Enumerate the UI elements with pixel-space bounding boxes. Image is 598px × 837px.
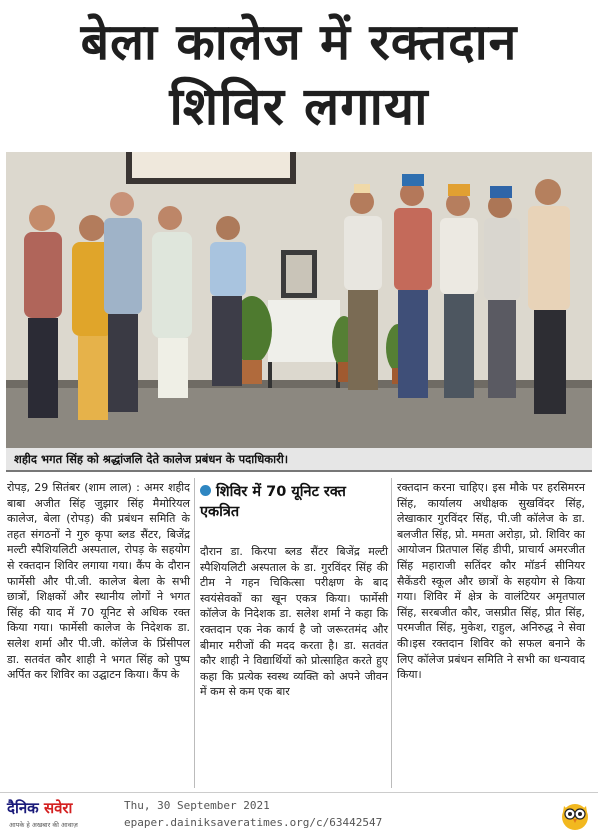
news-photo xyxy=(6,152,592,448)
headline-line-2: शिविर लगाया xyxy=(169,77,429,137)
column-divider xyxy=(391,478,392,788)
logo-savera: सवेरा xyxy=(43,799,73,817)
article-column-2 xyxy=(200,544,388,700)
article-column-1 xyxy=(7,480,190,683)
epaper-footer xyxy=(0,792,598,837)
newspaper-logo[interactable] xyxy=(7,798,107,834)
logo-tagline: आपके हे अखबार की आवाज़ xyxy=(9,821,78,829)
owl-icon xyxy=(560,799,590,831)
article-text: रक्तदान करना चाहिए। इस मौके पर हरसिमरन सिंह, कार्यालय अधीक्षक सुखविंदर सिंह, लेखाकार गुरविंदर सिंह, पी.जी कॉलेज के डा. बलजीत सिंह, प्रो. ममता अरोड़ा, प्रो. शिविर का आयोजन प्रितपाल सिंह डीपी, प्राचार्य अमरजीत सिंह महाराजी सतिंदर कौर मॉडर्न सीनियर सैकेंडरी स्कूल और छात्रों के सहयोग से किया गया। शिविर में क्षेत्र के वालंटियर अमृतपाल सिंह, सरबजीत कौर, जसप्रीत सिंह, प्रीत सिंह, परमजीत सिंह, मुकेश, राहुल, अनिरुद्ध ने सेवा की।इस रक्तदान शिविर को सफल बनाने के लिए कॉलेज प्रबंधन समिति ने सभी का धन्यवाद किया। xyxy=(397,481,585,682)
logo-dainik: दैनिक xyxy=(7,799,39,817)
headline-line-1: बेला कालेज में रक्तदान xyxy=(80,13,518,71)
article-subheading xyxy=(200,482,388,522)
photo-caption: शहीद भगत सिंह को श्रद्धांजलि देते कालेज प्रबंधन के पदाधिकारी। xyxy=(6,448,592,472)
epaper-url[interactable]: epaper.dainiksaveratimes.org/c/63442547 xyxy=(124,816,383,829)
article-text: रोपड़, 29 सितंबर (शाम लाल) : अमर शहीद बाबा अजीत सिंह जुझार सिंह मैमोरियल कालेज, बेला (रोपड़) की प्रबंधन समिति के तहत संगठनों ने गुरु कृपा ब्लड सैंटर, बिजेंद्र मल्टी स्पैशियलिटी अस्पताल, रोपड़ के सहयोग से रक्तदान शिविर लगाया गया। कैंप के दौरान फार्मेसी और पी.जी. कालेज बेला के सभी छात्रों, शिक्षकों और स्थानीय लोगों ने भगत सिंह की याद में 70 यूनिट से अधिक रक्त किया गया। फार्मेसी कालेज के निदेशक डा. सलेश शर्मा और पी.जी. कॉलेज के प्रिंसीपल डा. सतवंत कौर शाही ने भगत सिंह को पुष्प अर्पित कर शिविर का उद्घाटन किया। कैंप के xyxy=(7,481,190,682)
article-column-3 xyxy=(397,480,585,683)
epaper-meta xyxy=(124,797,382,831)
article-text: दौरान डा. किरपा ब्लड सैंटर बिजेंद्र मल्टी स्पैशियलिटी अस्पताल के डा. गुरविंदर सिंह की टीम ने गहन चिकित्सा परीक्षण के बाद स्वयंसेवकों का खून एकत्र किया। फार्मेसी कॉलेज के निदेशक डा. सलेश शर्मा ने कहा कि रक्तदान एक नेक कार्य है जो जरूरतमंद और बीमार मरीजों की मदद करता है। डा. सतवंत कौर शाही ने विद्यार्थियों को प्रोत्साहित करते हुए कहा कि प्रत्येक स्वस्थ व्यक्ति को अपने जीवन में कम से कम एक बार xyxy=(200,545,388,699)
column-divider xyxy=(194,478,195,788)
bullet-icon xyxy=(200,485,211,496)
subheading-text: शिविर में 70 यूनिट रक्त एकत्रित xyxy=(200,484,346,520)
publish-date: Thu, 30 September 2021 xyxy=(124,799,270,812)
